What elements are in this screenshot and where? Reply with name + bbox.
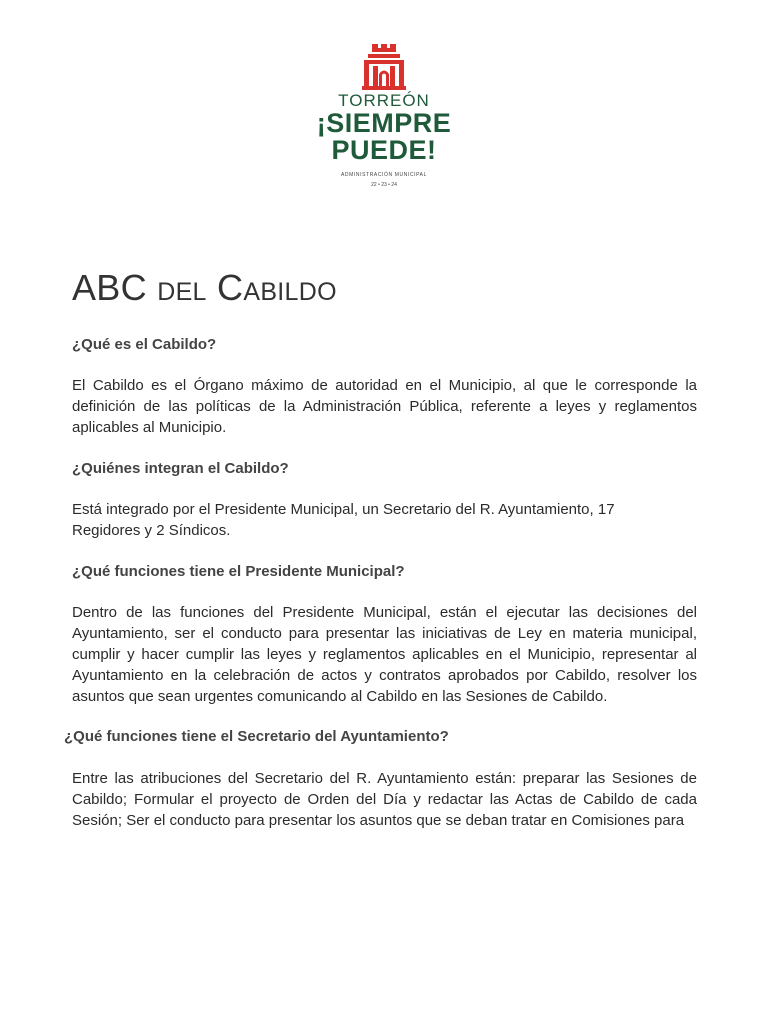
logo-admin-text: ADMINISTRACIÓN MUNICIPAL (341, 172, 427, 178)
answer-1: El Cabildo es el Órgano máximo de autoridad en el Municipio, al que le corresponde la definición de las políticas de la Administración Pública, referente a leyes y reglamentos aplicables al Municipio. (72, 377, 697, 436)
answer-4: Entre las atribuciones del Secretario del R. Ayuntamiento están: preparar las Sesiones de Cabildo; Formular el proyecto de Orden del Día y redactar las Actas de Cabildo de cada Sesión; Ser el conducto para presentar los asuntos que se deban tratar en Comisiones para (72, 770, 697, 829)
question-1: ¿Qué es el Cabildo? (72, 336, 217, 353)
question-2: ¿Quiénes integran el Cabildo? (72, 460, 289, 477)
logo-city: TORREÓN (338, 91, 430, 110)
question-4: ¿Qué funciones tiene el Secretario del Ayuntamiento? (64, 728, 449, 745)
logo-slogan-line1: ¡SIEMPRE (316, 108, 452, 138)
answer-3: Dentro de las funciones del Presidente Municipal, están el ejecutar las decisiones del Ayuntamiento, ser el conducto para presentar las iniciativas de Ley en materia municipal, cumplir y hacer cumplir las leyes y reglamentos aplicables en el Municipio, representar al Ayuntamiento en la celebración de actos y contratos aprobados por Cabildo, resolver los asuntos que sean urgentes comunicando al Cabildo en las Sesiones de Cabildo. (72, 604, 697, 705)
municipal-logo (300, 44, 468, 188)
logo-years: 22 • 23 • 24 (371, 182, 397, 188)
page-title: ABC del Cabildo (72, 267, 337, 308)
question-3: ¿Qué funciones tiene el Presidente Municipal? (72, 563, 405, 580)
answer-2: Está integrado por el Presidente Municipal, un Secretario del R. Ayuntamiento, 17 Regidores y 2 Síndicos. (72, 501, 615, 539)
city-hall-emblem-icon (362, 44, 406, 90)
logo-slogan-line2: PUEDE! (331, 135, 437, 165)
